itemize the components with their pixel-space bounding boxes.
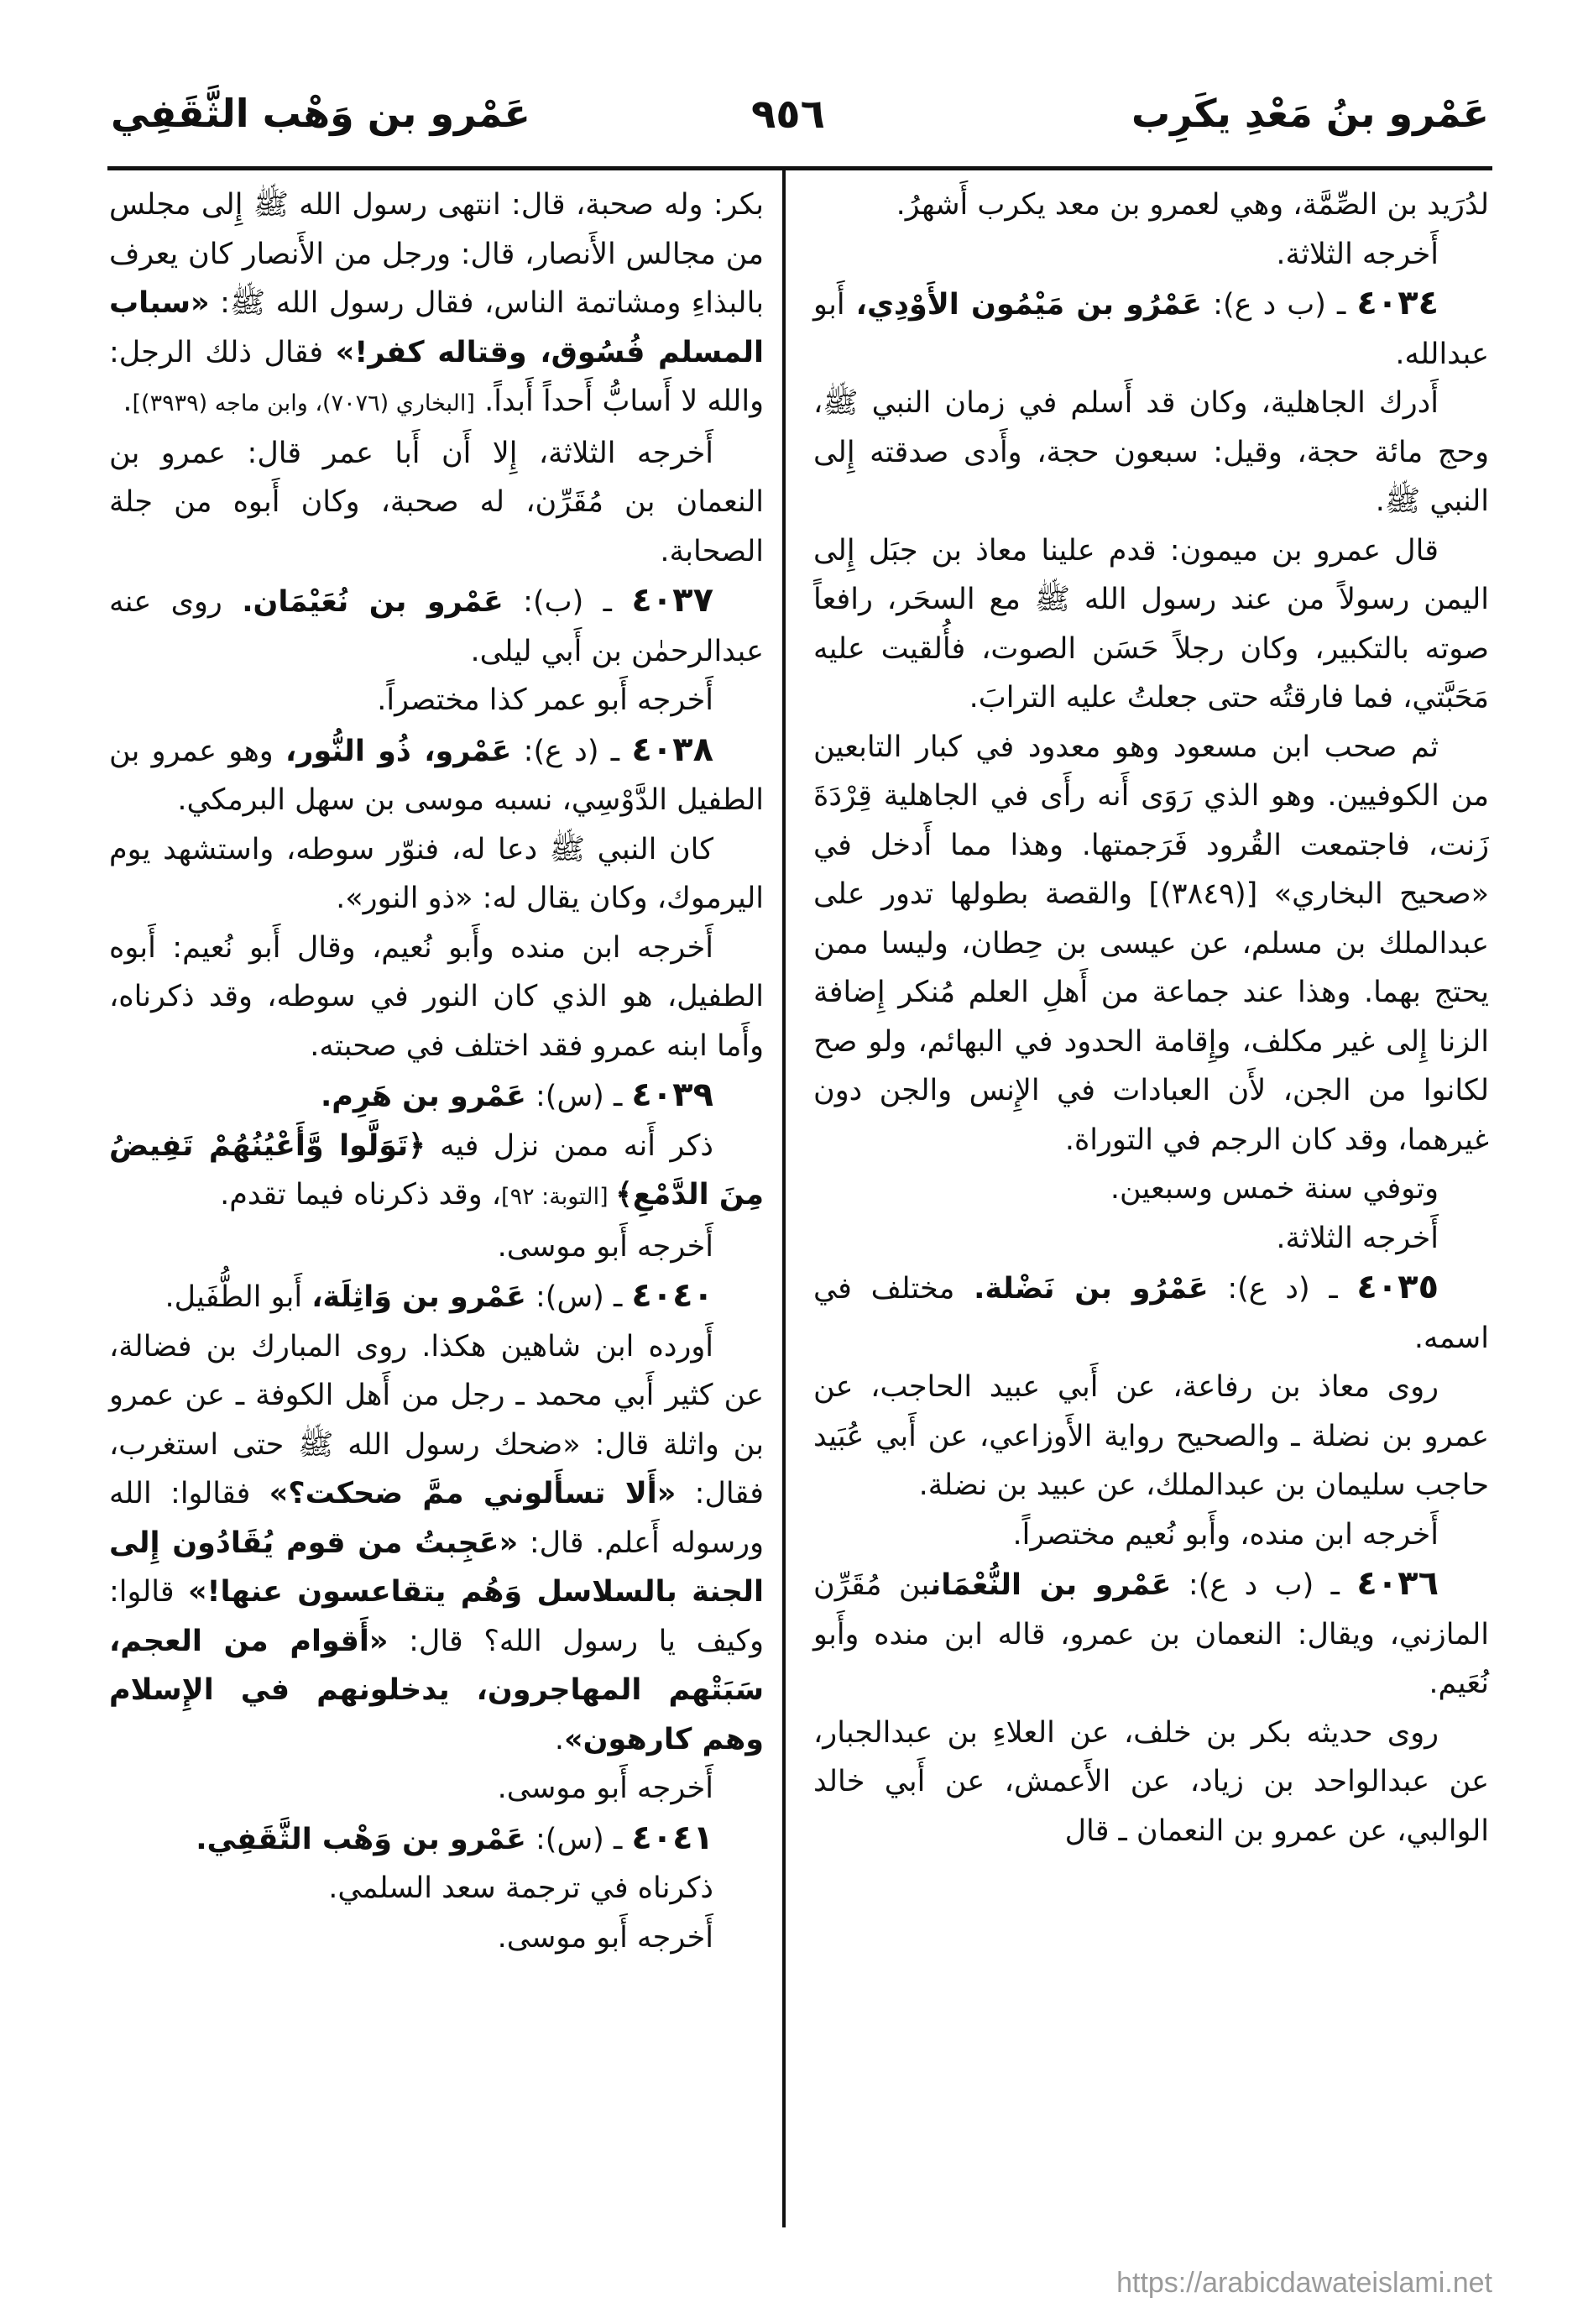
paragraph [109,1913,764,1963]
paragraph [813,230,1489,280]
text-run: أَورده ابن شاهين هكذا. روى المبارك بن فضالة، عن كثير أَبي محمد ـ رجل من أَهل الكوفة ـ عن عمرو بن واثلة قال: «ضحك رسول الله ﷺ حتى استغرب، فقال: [109,1329,764,1510]
text-run: بن مُقَرِّن المازني، ويقال: النعمان بن عمرو، قاله ابن منده وأَبو نُعَيم. [813,1568,1489,1700]
text-run: أَخرجه الثلاثة. [1276,237,1439,271]
text-run: أَخرجه أَبو موسى. [497,1920,713,1955]
paragraph [109,924,764,1071]
bold-text: «عَجِبتُ من قوم يُقَادُون إِلى الجنة بالسلاسل وَهُم يتقاعسون عنها!» [109,1526,764,1609]
text-run: وهو عمرو بن الطفيل الدَّوْسِي، نسبه موسى بن سهل البرمكي. [109,734,764,817]
text-run: أَخرجه ابن منده وأَبو نُعيم، وقال أَبو نُعيم: أَبوه الطفيل، هو الذي كان النور في سوطه، وقد ذكرناه، وأَما ابنه عمرو فقد اختلف في صحبته. [109,930,764,1063]
text-run: ، وقد ذكرناه فيما تقدم. [220,1178,502,1212]
running-head-left: عَمْرو بن وَهْب الثَّقَفِي [111,91,530,136]
text-run: ـ (س): [525,1822,632,1856]
paragraph [813,1165,1489,1214]
text-run: روى حديثه بكر بن خلف، عن العلاءِ بن عبدالجبار، عن عبدالواحد بن زياد، عن الأَعمش، عن أَبي خالد الوالبي، عن عمرو بن النعمان ـ قال [813,1715,1489,1848]
column-divider [782,170,786,2227]
text-run: أَبو عبدالله. [813,288,1489,371]
page-number: ٩٥٦ [751,91,825,138]
text-run: ـ (ب د ع): [1171,1568,1357,1602]
paragraph [813,379,1489,526]
bold-text: «أَلا تسأَلوني ممَّ ضحكت؟» [269,1477,677,1510]
text-run: ـ (ب): [503,585,632,619]
bold-text: عَمْرو بن النُّعْمَان [930,1568,1172,1602]
bold-text: «أَقوام من العجم، سَبَتْهم المهاجرون، يدخلونهم في الإِسلام وهم كارهون» [109,1624,764,1756]
entry-number: ٤٠٣٥ [1356,1268,1439,1306]
citation: [التوبة: ٩٢] [501,1184,616,1210]
entry-number: ٤٠٣٩ [631,1076,713,1114]
paragraph [813,1559,1489,1709]
text-run: . [123,385,133,418]
entry-number: ٤٠٣٧ [631,581,713,620]
text-run: روى معاذ بن رفاعة، عن أَبي عبيد الحاجب، عن عمرو بن نضلة ـ والصحيح رواية الأَوزاعي، عن أَبي عُبَيد حاجب سليمان بن عبدالملك، عن عبيد بن نضلة. [813,1370,1489,1502]
entry-number: ٤٠٣٦ [1356,1564,1439,1603]
bold-text: ﴿تَوَلَّوا وَّأَعْيُنُهُمْ تَفِيضُ مِنَ الدَّمْعِ﴾ [109,1128,764,1212]
entry-number: ٤٠٣٤ [1356,284,1439,322]
text-run: ـ (س): [525,1080,632,1113]
text-run: أَخرجه الثلاثة، إِلا أَن أَبا عمر قال: عمرو بن النعمان بن مُقَرِّن، له صحبة، وكان أَبوه من جلة الصحابة. [109,436,764,568]
bold-text: عَمْرو بن وَهْب الثَّقَفِي. [196,1822,526,1856]
left-column [109,181,764,1962]
bold-text: عَمْرو بن وَاثِلَة، [311,1280,526,1314]
bold-text: «سباب المسلم فُسُوق، وقتاله كفر!» [109,286,764,369]
text-run: ذكرناه في ترجمة سعد السلمي. [328,1871,713,1905]
text-run: ثم صحب ابن مسعود وهو معدود في كبار التابعين من الكوفيين. وهو الذي رَوَى أَنه رأَى في الجاهلية قِرْدَةَ زَنت، فاجتمعت القُرود فَرَجمتها. وهذا مما أَدخل في «صحيح البخاري» [(٣٨٤٩)] والقصة بطولها تدور على عبدالملك بن مسلم، عن عيسى بن حِطان، وليسا ممن يحتج بهما. وهذا عند جماعة من أَهلِ العلم مُنكر إِضافة الزنا إِلى غير مكلف، وإِقامة الحدود في البهائم، ولو صح لكانوا من الجن، لأَن العبادات في الإِنس والجن دون غيرهما، وقد كان الرجم في التوراة. [813,730,1489,1157]
entry-number: ٤٠٤١ [631,1818,713,1857]
text-run: قال عمرو بن ميمون: قدم علينا معاذ بن جبَل إِلى اليمن رسولاً من عند رسول الله ﷺ مع السحَر، رافعاً صوته بالتكبير، وكان رجلاً حَسَن الصوت، فأُلقيت عليه مَحَبَّتي، فما فارقتُه حتى جعلتُ عليه الترابَ. [813,533,1489,714]
bold-text: عَمْرو، ذُو النُّور، [285,734,512,768]
text-run: . [554,1722,564,1756]
text-run: أَبو الطُّفَيل. [165,1280,312,1314]
paragraph [813,526,1489,723]
watermark-url: https://arabicdawateislami.net [1116,2267,1492,2299]
bold-text: عَمْرو بن نُعَيْمَان. [242,585,504,619]
text-run: أَخرجه أَبو موسى. [497,1772,713,1805]
paragraph [109,1764,764,1814]
paragraph [109,1322,764,1765]
bold-text: عَمْرُو بن نَضْلة. [974,1272,1209,1306]
text-run: أَخرجه أَبو عمر كذا مختصراً. [377,683,713,717]
paragraph [813,181,1489,230]
paragraph [109,1070,764,1122]
right-column [813,181,1489,1856]
paragraph [109,725,764,825]
header-rule [107,166,1492,170]
text-run: أَخرجه أَبو موسى. [497,1229,713,1264]
text-run: فقال ذلك الرجل: والله لا أَسابُّ أَحداً أَبداً. [109,335,764,418]
paragraph [813,1263,1489,1363]
entry-number: ٤٠٤٠ [631,1276,713,1315]
entry-number: ٤٠٣٨ [631,730,713,769]
text-run: ـ (س): [525,1280,632,1314]
paragraph [813,1214,1489,1264]
citation: [البخاري (٧٠٧٦)، وابن ماجه (٣٩٣٩)] [132,390,475,416]
paragraph [109,825,764,924]
text-run: ـ (د ع): [511,734,632,768]
paragraph [109,676,764,725]
text-run: وتوفي سنة خمس وسبعين. [1110,1172,1439,1206]
paragraph [109,576,764,676]
text-run: بكر: وله صحبة، قال: انتهى رسول الله ﷺ إِلى مجلس من مجالس الأَنصار، قال: ورجل من الأَنصار كان يعرف بالبذاءِ ومشاتمة الناس، فقال رسول الله ﷺ: [109,188,764,320]
text-run: روى عنه عبدالرحمٰن بن أَبي ليلى. [109,585,764,668]
paragraph [109,181,764,429]
paragraph [813,279,1489,379]
paragraph [813,1510,1489,1560]
paragraph [109,1864,764,1913]
bold-text: عَمْرو بن هَرِم. [320,1080,526,1113]
running-head-right: عَمْرو بنُ مَعْدِ يكَرِب [1131,91,1489,136]
text-run: فقالوا: الله ورسوله أَعلم. قال: [109,1477,764,1560]
text-run: ـ (د ع): [1208,1272,1357,1306]
text-run: أَخرجه ابن منده، وأَبو نُعيم مختصراً. [1012,1517,1439,1552]
text-run: ذكر أَنه ممن نزل فيه [425,1128,713,1163]
text-run: كان النبي ﷺ دعا له، فنوّر سوطه، واستشهد يوم اليرموك، وكان يقال له: «ذو النور». [109,832,764,915]
text-run: لدُرَيد بن الصِّمَّة، وهي لعمرو بن معد يكرب أَشهرُ. [896,188,1489,222]
paragraph [813,1363,1489,1510]
paragraph [109,429,764,577]
paragraph [813,723,1489,1165]
text-run: قالوا: وكيف يا رسول الله؟ قال: [109,1575,765,1658]
paragraph [109,1271,764,1322]
text-run: مختلف في اسمه. [813,1272,1489,1355]
paragraph [109,1222,764,1272]
text-run: أَخرجه الثلاثة. [1276,1221,1439,1255]
text-run: ـ (ب د ع): [1202,288,1357,322]
paragraph [813,1709,1489,1856]
text-run: أَدرك الجاهلية، وكان قد أَسلم في زمان النبي ﷺ، وحج مائة حجة، وقيل: سبعون حجة، وأَدى صدقته إِلى النبي ﷺ. [813,386,1489,518]
bold-text: عَمْرُو بن مَيْمُون الأَوْدِي، [855,288,1203,322]
paragraph [109,1122,764,1222]
paragraph [109,1814,764,1865]
